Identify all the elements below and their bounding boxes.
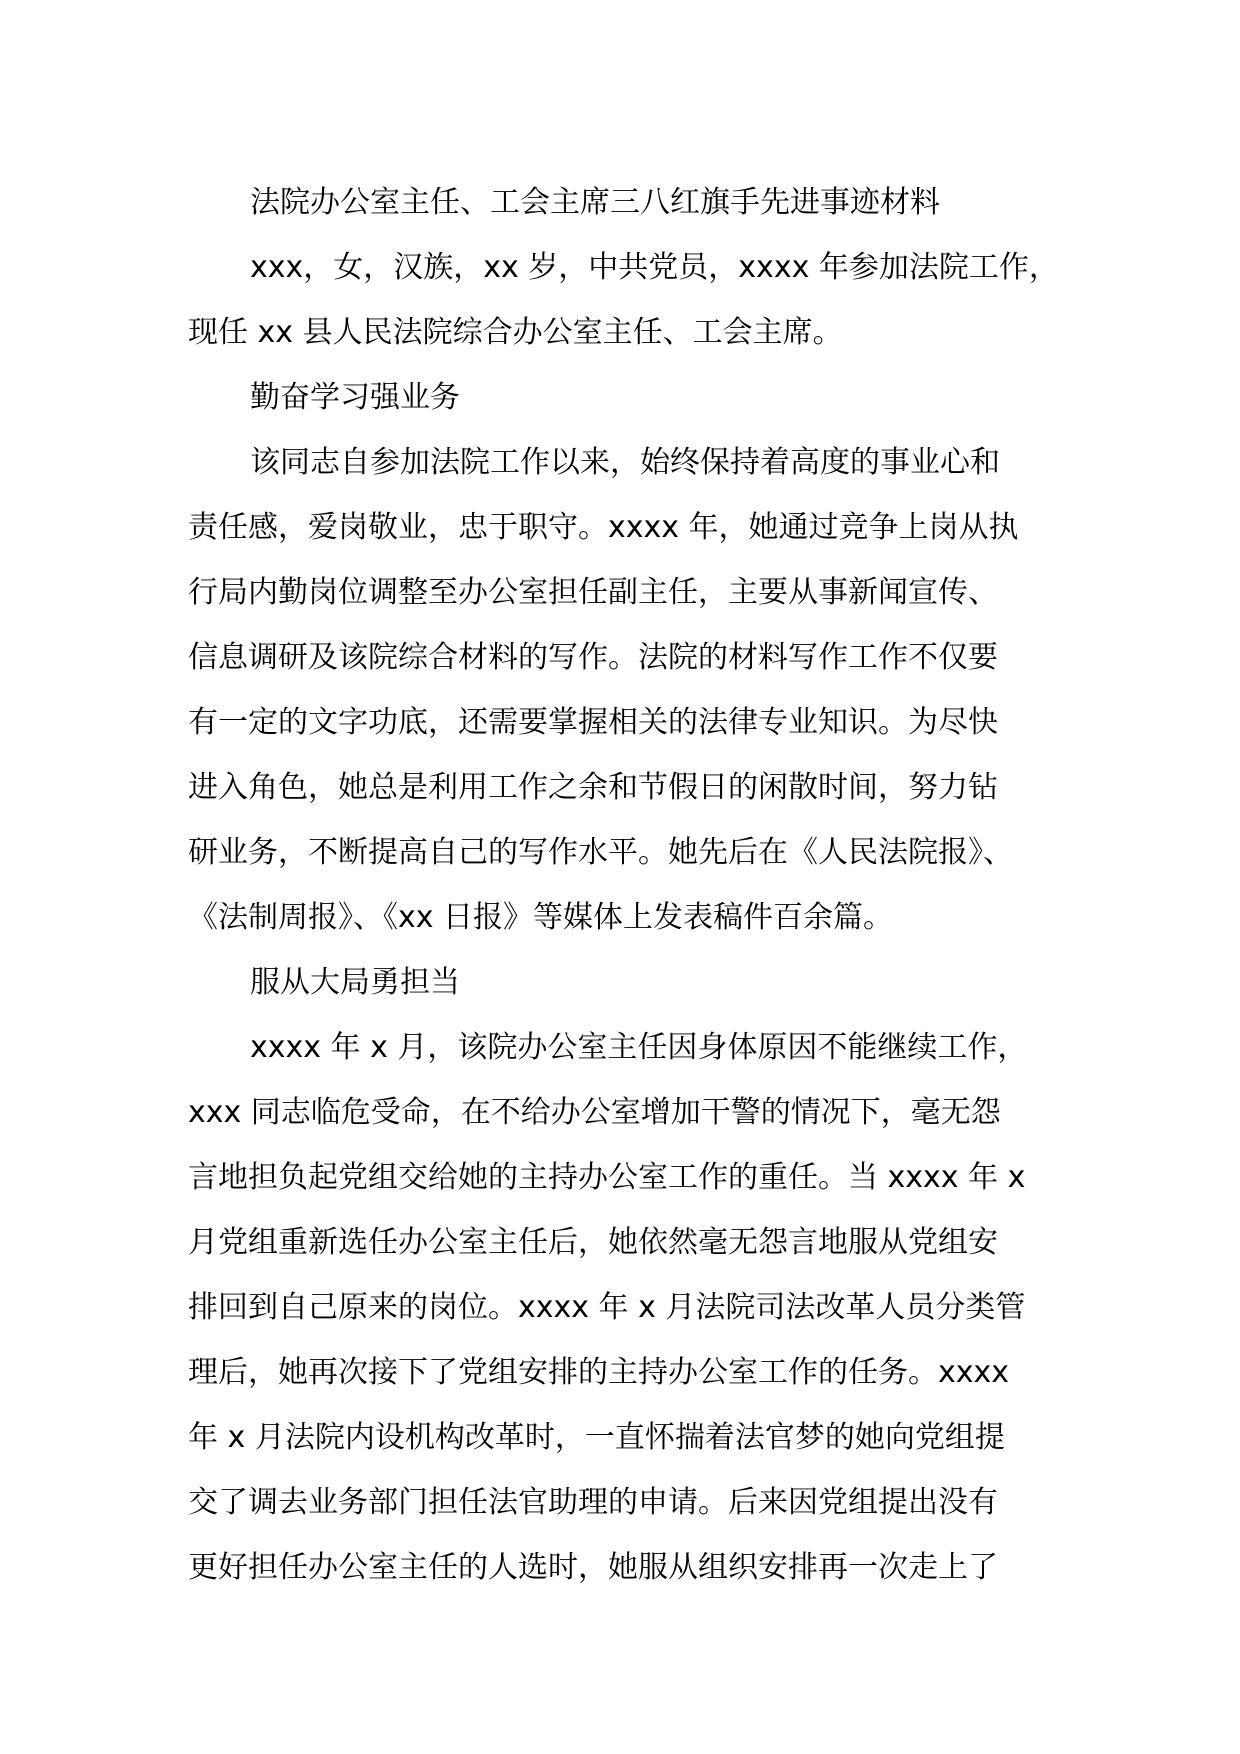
text-line: 进入角色，她总是利用工作之余和节假日的闲散时间，努力钻 bbox=[188, 770, 998, 805]
text-line: 该同志自参加法院工作以来，始终保持着高度的事业心和 bbox=[250, 445, 1000, 480]
text-line: xxx 同志临危受命，在不给办公室增加干警的情况下，毫无怨 bbox=[188, 1095, 1001, 1130]
text-line: 信息调研及该院综合材料的写作。法院的材料写作工作不仅要 bbox=[188, 640, 998, 675]
document-title: 法院办公室主任、工会主席三八红旗手先进事迹材料 bbox=[250, 185, 940, 220]
text-line: 月党组重新选任办公室主任后，她依然毫无怨言地服从党组安 bbox=[188, 1225, 998, 1260]
text-line: 服从大局勇担当 bbox=[250, 965, 460, 1000]
text-line: 言地担负起党组交给她的主持办公室工作的重任。当 xxxx 年 x bbox=[188, 1160, 1026, 1195]
text-line: 更好担任办公室主任的人选时，她服从组织安排再一次走上了 bbox=[188, 1550, 998, 1585]
text-line: 研业务，不断提高自己的写作水平。她先后在《人民法院报》、 bbox=[188, 835, 1013, 870]
document-text bbox=[188, 235, 1068, 1600]
text-line: 年 x 月法院内设机构改革时，一直怀揣着法官梦的她向党组提 bbox=[188, 1420, 1005, 1455]
text-line: 行局内勤岗位调整至办公室担任副主任，主要从事新闻宣传、 bbox=[188, 575, 998, 610]
text-line: 有一定的文字功底，还需要掌握相关的法律专业知识。为尽快 bbox=[188, 705, 998, 740]
text-line: xxx，女，汉族，xx 岁，中共党员，xxxx 年参加法院工作， bbox=[250, 250, 1059, 285]
document-body bbox=[188, 170, 1068, 1600]
text-line: 交了调去业务部门担任法官助理的申请。后来因党组提出没有 bbox=[188, 1485, 998, 1520]
text-line: 《法制周报》、《xx 日报》等媒体上发表稿件百余篇。 bbox=[188, 900, 894, 935]
text-line: xxxx 年 x 月，该院办公室主任因身体原因不能继续工作， bbox=[250, 1030, 1028, 1065]
text-line: 排回到自己原来的岗位。xxxx 年 x 月法院司法改革人员分类管 bbox=[188, 1290, 1026, 1325]
text-line: 勤奋学习强业务 bbox=[250, 380, 460, 415]
text-line: 现任 xx 县人民法院综合办公室主任、工会主席。 bbox=[188, 315, 843, 350]
text-line: 责任感，爱岗敬业，忠于职守。xxxx 年，她通过竞争上岗从执 bbox=[188, 510, 1019, 545]
text-line: 理后，她再次接下了党组安排的主持办公室工作的任务。xxxx bbox=[188, 1355, 1010, 1390]
